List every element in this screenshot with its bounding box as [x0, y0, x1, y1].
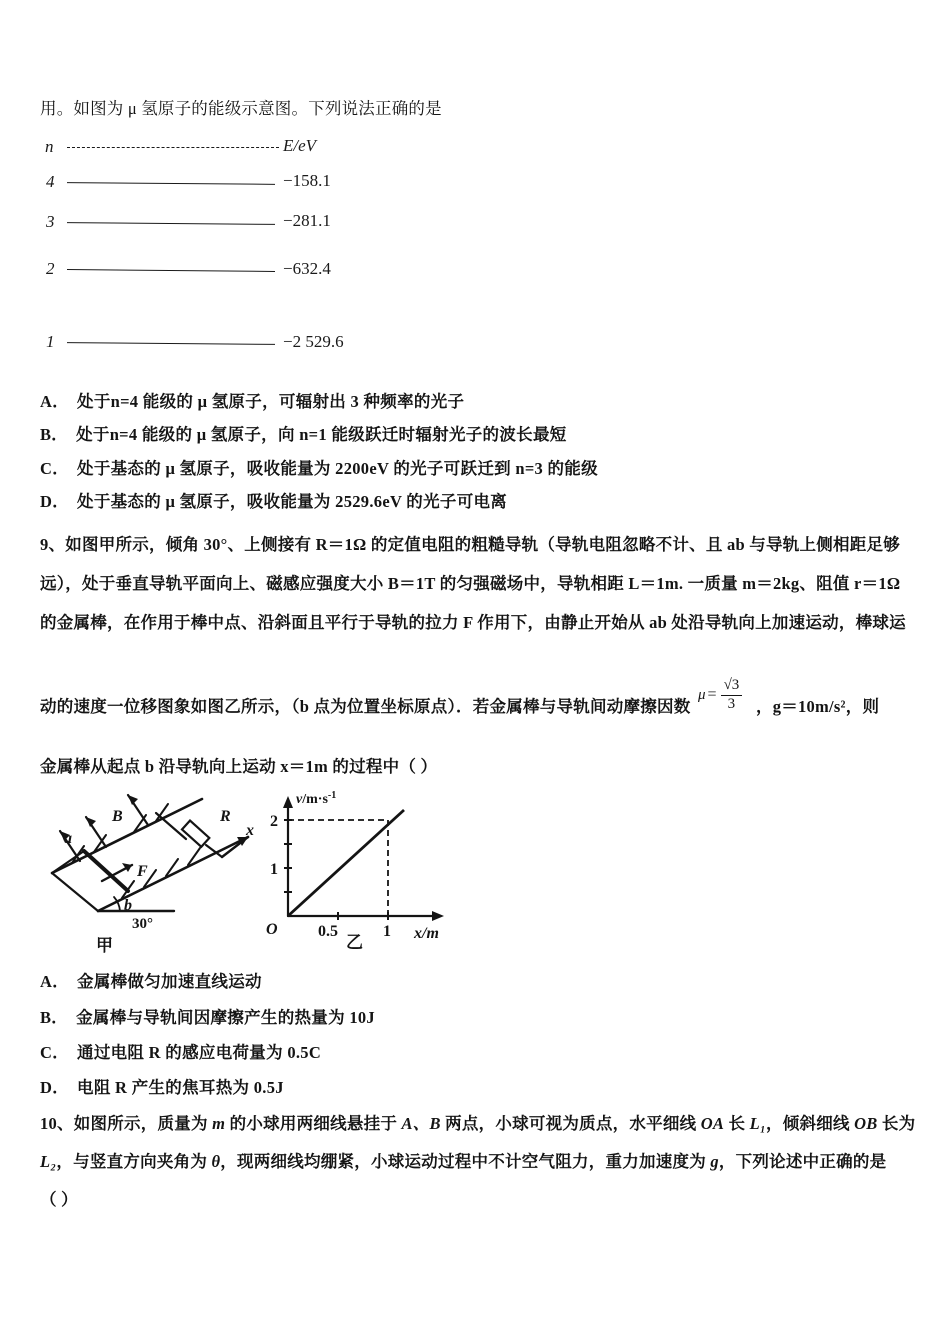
q8-option-d[interactable]: [40, 488, 507, 512]
q10-l2-l2: L₂: [40, 1152, 57, 1171]
energy-level-number-1: 1: [46, 332, 55, 351]
energy-level-diagram: [45, 133, 425, 368]
vx-graph-svg: [262, 788, 472, 953]
origin-label: O: [266, 921, 278, 938]
figure-inclined-rails: [36, 793, 261, 953]
label-angle-30: 30°: [132, 916, 153, 932]
energy-level-line-2: [67, 269, 275, 272]
q8-option-a[interactable]: [40, 388, 464, 412]
q8-option-c-text: 处于基态的 μ 氢原子，吸收能量为 2200eV 的光子可跃迁到 n=3 的能级: [77, 459, 598, 478]
friction-fraction: [721, 678, 743, 713]
q8-option-a-text: 处于n=4 能级的 μ 氢原子，可辐射出 3 种频率的光子: [77, 392, 465, 411]
q10-stem-line-3: （ ）: [40, 1190, 78, 1209]
energy-level-value-2: −632.4: [283, 259, 331, 278]
q10-l1-c: 两点，小球可视为质点，水平细线: [440, 1114, 701, 1133]
q8-option-a-label: A．: [40, 392, 70, 411]
energy-level-line-1: [67, 342, 275, 345]
friction-denominator: 3: [727, 695, 736, 712]
q9-option-c-label: C．: [40, 1043, 70, 1062]
q9-option-d-label: D．: [40, 1078, 70, 1097]
y-tick-label-2: 2: [270, 813, 278, 830]
q10-l1-b: 的小球用两细线悬挂于: [225, 1114, 402, 1133]
label-x: x: [246, 822, 254, 839]
q9-stem-line-5: 金属棒从起点 b 沿导轨向上运动 x＝1m 的过程中（ ）: [40, 757, 438, 776]
energy-level-number-3: 3: [46, 212, 55, 231]
energy-axis-E-label: E/eV: [283, 136, 317, 155]
q9-option-a-label: A．: [40, 972, 70, 991]
q9-option-b-label: B．: [40, 1008, 69, 1027]
q10-l2-g: g: [710, 1152, 719, 1171]
q9-option-d[interactable]: [40, 1074, 284, 1098]
q10-l2-a: ，与竖直方向夹角为: [56, 1152, 212, 1171]
x-axis-label: x/m: [414, 925, 439, 942]
friction-equals: =: [707, 686, 717, 704]
q8-option-d-text: 处于基态的 μ 氢原子，吸收能量为 2529.6eV 的光子可电离: [77, 492, 508, 511]
q10-stem-line-1: [40, 1110, 915, 1134]
q10-l1-m: m: [212, 1114, 226, 1133]
q9-option-b[interactable]: [40, 1004, 375, 1028]
energy-level-number-4: 4: [46, 172, 55, 191]
q10-l1-d: 长: [724, 1114, 750, 1133]
q8-option-c[interactable]: [40, 455, 598, 479]
q10-l1-f: 长为: [877, 1114, 916, 1133]
label-B: B: [112, 808, 123, 825]
q8-option-b-text: 处于n=4 能级的 μ 氢原子，向 n=1 能级跃迁时辐射光子的波长最短: [76, 425, 567, 444]
inclined-rails-svg: [36, 793, 261, 948]
energy-level-line-3: [67, 222, 275, 225]
q10-l2-theta: θ: [211, 1152, 221, 1171]
friction-symbol: μ: [698, 686, 706, 703]
y-axis-arrowhead: [283, 796, 293, 808]
q10-l1-oa: OA: [700, 1114, 725, 1133]
energy-axis-dashed-line: [67, 147, 279, 148]
q9-option-d-text: 电阻 R 产生的焦耳热为 0.5J: [77, 1078, 284, 1097]
energy-level-line-4: [67, 182, 275, 185]
q10-l1-ab: A、B: [401, 1114, 441, 1133]
friction-coefficient-formula: [698, 678, 744, 713]
y-tick-label-1: 1: [270, 861, 278, 878]
friction-numerator: √3: [721, 678, 743, 696]
label-a: a: [64, 830, 72, 847]
label-R: R: [220, 808, 231, 825]
x-tick-label-1: 1: [383, 923, 391, 940]
label-F: F: [137, 863, 148, 880]
q9-option-c[interactable]: [40, 1039, 321, 1063]
q9-stem-line-3: 的金属棒，在作用于棒中点、沿斜面且平行于导轨的拉力 F 作用下，由静止开始从 ab 处沿导轨向上加速运动，棒球运: [40, 613, 906, 632]
q8-option-b[interactable]: [40, 421, 567, 445]
q9-stem-line-1: 9、如图甲所示，倾角 30°、上侧接有 R＝1Ω 的定值电阻的粗糙导轨（导轨电阻忽略不计、且 ab 与导轨上侧相距足够: [40, 535, 901, 554]
x-axis-arrowhead: [432, 911, 444, 921]
energy-level-number-2: 2: [46, 259, 55, 278]
x-tick-label-05: 0.5: [318, 923, 338, 940]
q10-l1-a: 10、如图所示，质量为: [40, 1114, 213, 1133]
label-b: b: [124, 897, 132, 914]
energy-level-value-3: −281.1: [283, 211, 331, 230]
q9-option-a[interactable]: [40, 968, 262, 992]
energy-level-value-1: −2 529.6: [283, 332, 344, 351]
vx-data-line: [288, 810, 404, 916]
q9-option-c-text: 通过电阻 R 的感应电荷量为 0.5C: [77, 1043, 322, 1062]
q10-l1-l1: L₁: [749, 1114, 766, 1133]
q9-stem-line-4-before: 动的速度一位移图象如图乙所示，（b 点为位置坐标原点）．若金属棒与导轨间动摩擦因数: [40, 697, 691, 716]
figure-jia-caption: 甲: [96, 936, 113, 955]
q8-option-d-label: D．: [40, 492, 70, 511]
q9-stem-line-4-after: ，g＝10m/s²，则: [756, 697, 880, 716]
q10-l2-b: ，现两细线均绷紧，小球运动过程中不计空气阻力，重力加速度为: [220, 1152, 711, 1171]
q8-option-b-label: B．: [40, 425, 69, 444]
q9-stem-line-2: 远），处于垂直导轨平面向上、磁感应强度大小 B＝1T 的匀强磁场中，导轨相距 L＝1m. 一质量 m＝2kg、阻值 r＝1Ω: [40, 574, 901, 593]
q10-l2-c: ，下列论述中正确的是: [718, 1152, 887, 1171]
energy-axis-n-label: n: [45, 137, 54, 156]
q9-option-a-text: 金属棒做匀加速直线运动: [77, 972, 262, 991]
q10-l1-e: ，倾斜细线: [766, 1114, 855, 1133]
q9-option-b-text: 金属棒与导轨间因摩擦产生的热量为 10J: [76, 1008, 375, 1027]
figure-yi-caption: 乙: [346, 933, 363, 952]
q8-option-c-label: C．: [40, 459, 70, 478]
q8-stem: 用。如图为 μ 氢原子的能级示意图。下列说法正确的是: [40, 99, 442, 118]
figure-velocity-displacement-graph: [262, 788, 472, 953]
q10-stem-line-2: [40, 1148, 886, 1172]
y-axis-label: $v/m\cdot s^{-1}$: [296, 790, 337, 807]
q10-l1-ob: OB: [854, 1114, 878, 1133]
energy-level-value-4: −158.1: [283, 171, 331, 190]
